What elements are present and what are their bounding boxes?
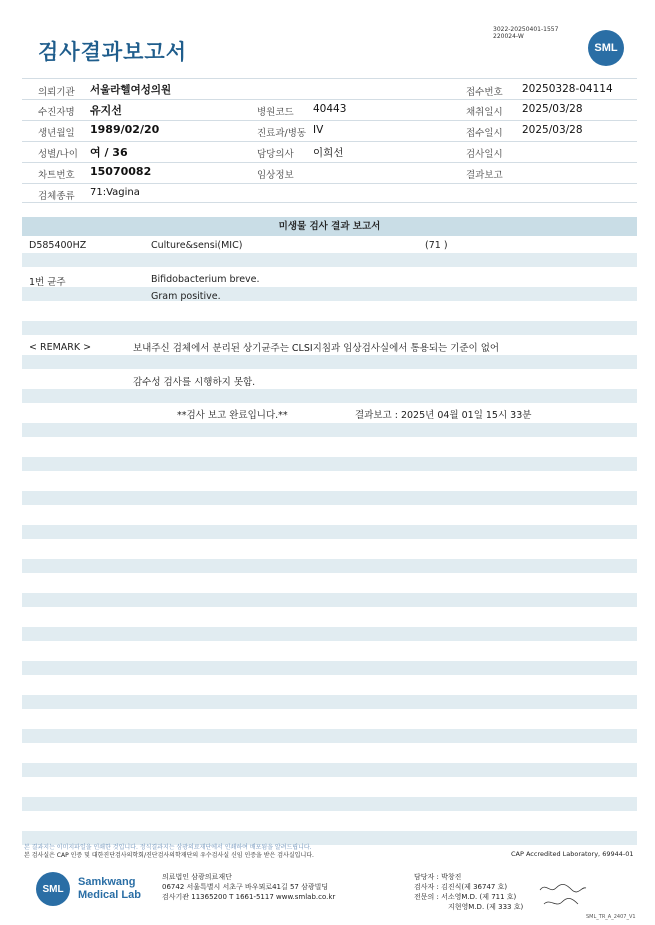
divider [22,120,637,121]
test-name: Culture&sensi(MIC) [151,240,243,251]
patient-name-value: 유지선 [90,104,122,117]
remark-line-1: 보내주신 검체에서 분리된 상기균주는 CLSI지침과 임상검사실에서 통용되는 기준이 없어 [133,343,500,354]
ward-code-label: 병원코드 [257,107,294,118]
brand-line-2: Medical Lab [78,889,141,901]
divider [22,162,637,163]
dob-value: 1989/02/20 [90,123,160,136]
remark-line-2: 감수성 검사를 시행하지 못함. [133,377,256,388]
document-id [493,26,558,40]
row-band [22,287,637,301]
test-code: D585400HZ [29,240,87,251]
row-band [22,355,637,369]
gram-stain: Gram positive. [151,291,221,302]
test-number: (71 ) [425,240,448,251]
specimen-label: 검체종류 [38,191,75,202]
row-band [22,627,637,641]
report-title: 검사결과보고서 [38,40,188,64]
staff-line-3: 전문의 : 서소영M.D. (제 711 호) [414,893,517,901]
staff-line-2: 검사자 : 김진식(제 36747 호) [414,883,508,891]
staff-line-1: 담당자 : 박창진 [414,873,462,881]
brand-line-1: Samkwang [78,876,136,888]
row-band [22,763,637,777]
tested-date-label: 검사일시 [466,149,503,160]
sex-age-label: 성별/나이 [38,149,78,160]
isolate-label: 1번 균주 [29,277,66,288]
row-band [22,253,637,267]
clinical-info-label: 임상정보 [257,170,294,181]
report-complete-text: **검사 보고 완료입니다.** [177,410,288,421]
divider [22,183,637,184]
row-band [22,321,637,335]
report-timestamp: 결과보고 : 2025년 04월 01일 15시 33분 [355,410,532,421]
doctor-value: 이희선 [313,147,344,159]
row-band [22,661,637,675]
ward-code-value: 40443 [313,103,347,115]
form-code: SML_TR_A_2407_V1 [586,914,636,920]
staff-info [414,872,523,912]
accreditation-notice: 본 검사실은 CAP 인증 및 대한진단검사의학회/진단검사의학재단의 우수검사실 신임 인증을 받은 검사실입니다. [24,852,314,859]
row-band [22,593,637,607]
row-band [22,729,637,743]
receipt-no-value: 20250328-04114 [522,83,613,95]
chart-no-label: 차트번호 [38,170,75,181]
row-band [22,695,637,709]
dept-label: 진료과/병동 [257,128,307,139]
divider [22,141,637,142]
dob-label: 생년월일 [38,128,75,139]
patient-name-label: 수진자명 [38,107,75,118]
specimen-value: 71:Vagina [90,187,140,198]
row-band [22,797,637,811]
result-section-header [22,217,637,236]
remark-label: < REMARK > [29,342,92,353]
sex-age-value: 여 / 36 [90,146,128,159]
institution-value: 서울라헬여성의원 [90,84,172,96]
collect-date-value: 2025/03/28 [522,103,583,115]
staff-line-4: 지현영M.D. (제 333 호) [448,903,524,911]
result-section-title: 미생물 검사 결과 보고서 [278,221,381,232]
cap-accreditation: CAP Accredited Laboratory, 69944-01 [511,850,634,858]
row-band [22,525,637,539]
divider [22,78,637,79]
row-band [22,389,637,403]
print-notice: 본 결과지는 이미지파일을 인쇄한 것입니다. 정식결과지는 삼광의료재단에서 인쇄하여 배포됨을 알려드립니다. [24,844,312,851]
receipt-no-label: 접수번호 [466,87,503,98]
sml-footer-logo: SML [36,872,70,906]
row-band [22,423,637,437]
received-date-label: 접수일시 [466,128,503,139]
divider [22,99,637,100]
lab-info [162,872,335,902]
lab-contact: 검사기관 11365200 T 1661-5117 www.smlab.co.kr [162,893,336,901]
lab-address: 06742 서울특별시 서초구 바우뫼로41길 57 삼광빌딩 [162,883,329,891]
sml-logo: SML [588,30,624,66]
row-band [22,559,637,573]
row-band [22,457,637,471]
doctor-label: 담당의사 [257,149,294,160]
brand-name [78,876,141,902]
collect-date-label: 채취일시 [466,107,503,118]
document-id-line2: 220024-W [493,33,524,40]
report-date-label: 결과보고 [466,170,503,181]
received-date-value: 2025/03/28 [522,124,583,136]
foundation-name: 의료법인 삼광의료재단 [162,873,232,881]
chart-no-value: 15070082 [90,165,152,178]
institution-label: 의뢰기관 [38,87,75,98]
dept-value: IV [313,124,324,136]
organism-name: Bifidobacterium breve. [151,274,260,285]
divider [22,202,637,203]
signature-mark [538,880,588,910]
document-id-line1: 3022-20250401-1557 [493,26,559,33]
row-band [22,491,637,505]
